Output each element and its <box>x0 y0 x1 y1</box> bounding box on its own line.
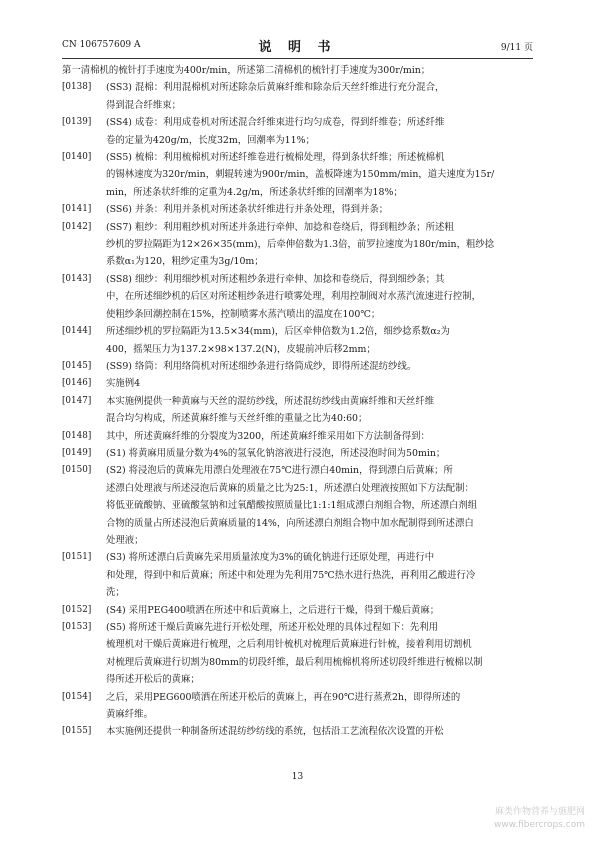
paragraph-text: (SS8) 细纱：利用细纱机对所述粗纱条进行牵伸、加捻和卷绕后，得到细纱条；其 中，在所述细纱机的后区对所述粗纱条进行喷雾处理，利用控制阀对水蒸汽流速进行控制， 使粗纱条回潮控制在15%，控制喷雾水蒸汽喷出的温度在100℃； <box>106 273 482 320</box>
paragraph-number: [0151] <box>62 552 92 563</box>
paragraph <box>62 619 534 689</box>
paragraph <box>62 445 534 462</box>
page-reference: 9/11 页 <box>500 43 533 53</box>
paragraph <box>62 271 534 323</box>
paragraph-text: 本实施例还提供一种制备所述混纺纱纺线的系统，包括沿工艺流程依次设置的开松 <box>106 726 444 738</box>
paragraph-number: [0152] <box>62 604 92 615</box>
paragraph <box>62 428 534 445</box>
paragraph-number: [0143] <box>62 273 92 284</box>
watermark <box>494 806 585 832</box>
paragraph-number: [0141] <box>62 204 92 215</box>
page-footer <box>0 772 595 782</box>
paragraph <box>62 114 534 149</box>
paragraph-text: (SS9) 络筒：利用络筒机对所述细纱条进行络筒成纱，即得所述混纺纱线。 <box>106 360 417 372</box>
paragraph-text: (SS4) 成卷：利用成卷机对所述混合纤维束进行均匀成卷，得到纤维卷；所述纤维 卷的定量为420g/m，长度32m，回潮率为11%； <box>106 117 445 146</box>
paragraph <box>62 723 534 740</box>
paragraph <box>62 549 534 601</box>
paragraph-number: [0155] <box>62 726 92 737</box>
continued-text: 第一清棉机的梳针打手速度为400r/min，所述第二清棉机的梳针打手速度为300r/min； <box>62 65 431 76</box>
paragraph-number: [0147] <box>62 395 92 406</box>
header-rule <box>62 58 533 59</box>
paragraph-text: 实施例4 <box>106 378 141 390</box>
page-header <box>62 36 533 56</box>
paragraph <box>62 149 534 201</box>
paragraph-text: 所述细纱机的罗拉隔距为13.5×34(mm)，后区牵伸倍数为1.2倍，细纱捻系数α₂为 400，摇架压力为137.2×98×137.2(N)，皮辊前冲后移2mm； <box>106 326 450 355</box>
document-body <box>62 62 534 741</box>
paragraph-text: (SS5) 梳棉：利用梳棉机对所述纤维卷进行梳棉处理，得到条状纤维；所述梳棉机 的锡林速度为320r/min，刺辊转速为900r/min，盖板降速为150mm/min，道夫速度为15r/ min，所述条状纤维的定重为4.2g/m，所述条状纤维的回潮率为18%； <box>106 152 495 198</box>
paragraph-number: [0145] <box>62 360 92 371</box>
paragraph <box>62 602 534 619</box>
page-number: 13 <box>291 772 304 782</box>
paragraph-number: [0144] <box>62 326 92 337</box>
paragraph-text: (S2) 将浸泡后的黄麻先用漂白处理液在75℃进行漂白40min，得到漂白后黄麻；所 述漂白处理液与所述浸泡后黄麻的质量之比为25:1，所述漂白处理液按照如下方法配制： 将低亚硫酸钠、亚硫酸氢钠和过氧醋酸按照质量比1:1:1组成漂白剂组合物，所述漂白剂组 合物的质量占所述浸泡后黄麻质量的14%，向所述漂白剂组合物中加水配制得到所述漂白 处理液； <box>106 465 478 546</box>
paragraph <box>62 323 534 358</box>
paragraph <box>62 462 534 549</box>
paragraph-number: [0140] <box>62 152 92 163</box>
paragraph-text: (S3) 将所述漂白后黄麻先采用质量浓度为3%的硫化钠进行还原处理，再进行中 和处理，得到中和后黄麻；所述中和处理为先利用75℃热水进行热洗，再利用乙酸进行冷 洗； <box>106 552 476 599</box>
paragraph-number: [0139] <box>62 117 92 128</box>
paragraph <box>62 393 534 428</box>
paragraph <box>62 375 534 392</box>
paragraph-text: (SS3) 混棉：利用混棉机对所述除杂后黄麻纤维和除杂后天丝纤维进行充分混合， 得到混合纤维束； <box>106 82 445 111</box>
paragraph-text: (SS6) 并条：利用并条机对所述条状纤维进行并条处理，得到并条； <box>106 204 389 216</box>
watermark-url: www.fibercrops.com <box>494 820 585 830</box>
paragraph-text: 其中，所述黄麻纤维的分裂度为3200，所述黄麻纤维采用如下方法制备得到： <box>106 430 430 442</box>
paragraph-number: [0148] <box>62 430 92 441</box>
publication-number: CN 106757609 A <box>62 40 141 50</box>
paragraph <box>62 201 534 218</box>
paragraph-list <box>62 79 534 740</box>
paragraph-number: [0142] <box>62 221 92 232</box>
document-title: 说 明 书 <box>258 40 337 55</box>
paragraph <box>62 79 534 114</box>
paragraph-number: [0150] <box>62 465 92 476</box>
watermark-site-name: 麻类作物营养与施肥网 <box>494 807 585 817</box>
paragraph-number: [0149] <box>62 447 92 458</box>
paragraph-text: 本实施例提供一种黄麻与天丝的混纺纱线，所述混纺纱线由黄麻纤维和天丝纤维 混合均匀构成，所述黄麻纤维与天丝纤维的重量之比为40:60； <box>106 395 435 425</box>
paragraph <box>62 219 534 271</box>
paragraph-number: [0153] <box>62 622 92 632</box>
paragraph <box>62 358 534 375</box>
paragraph-text: (SS7) 粗纱：利用粗纱机对所述并条进行牵伸、加捻和卷绕后，得到粗纱条；所述粗 纱机的罗拉隔距为12×26×35(mm)，后牵伸倍数为1.3倍，前罗拉速度为180r/min，粗纱捻 系数α₁为120，粗纱定重为3g/10m； <box>106 221 495 268</box>
paragraph-text: (S1) 将黄麻用质量分数为4%的氢氧化钠溶液进行浸泡，所述浸泡时间为50min； <box>106 447 446 459</box>
paragraph-text: 之后，采用PEG600喷洒在所述开松后的黄麻上，再在90℃进行蒸煮2h，即得所述的 黄麻纤维。 <box>106 691 461 721</box>
paragraph <box>62 689 534 724</box>
paragraph-text: (S5) 将所述干燥后黄麻先进行开松处理，所述开松处理的具体过程如下：先利用 梳理机对干燥后黄麻进行梳理，之后利用针梳机对梳理后黄麻进行针梳，接着利用切割机 对梳理后黄麻进行切割为80mm的切段纤维，最后利用梳棉机将所述切段纤维进行梳棉以制 得所述开松后的黄麻； <box>106 622 483 686</box>
paragraph-text: (S4) 采用PEG400喷洒在所述中和后黄麻上，之后进行干燥，得到干燥后黄麻； <box>106 604 440 616</box>
paragraph-number: [0154] <box>62 691 92 702</box>
paragraph-number: [0138] <box>62 82 92 93</box>
paragraph-number: [0146] <box>62 378 92 389</box>
